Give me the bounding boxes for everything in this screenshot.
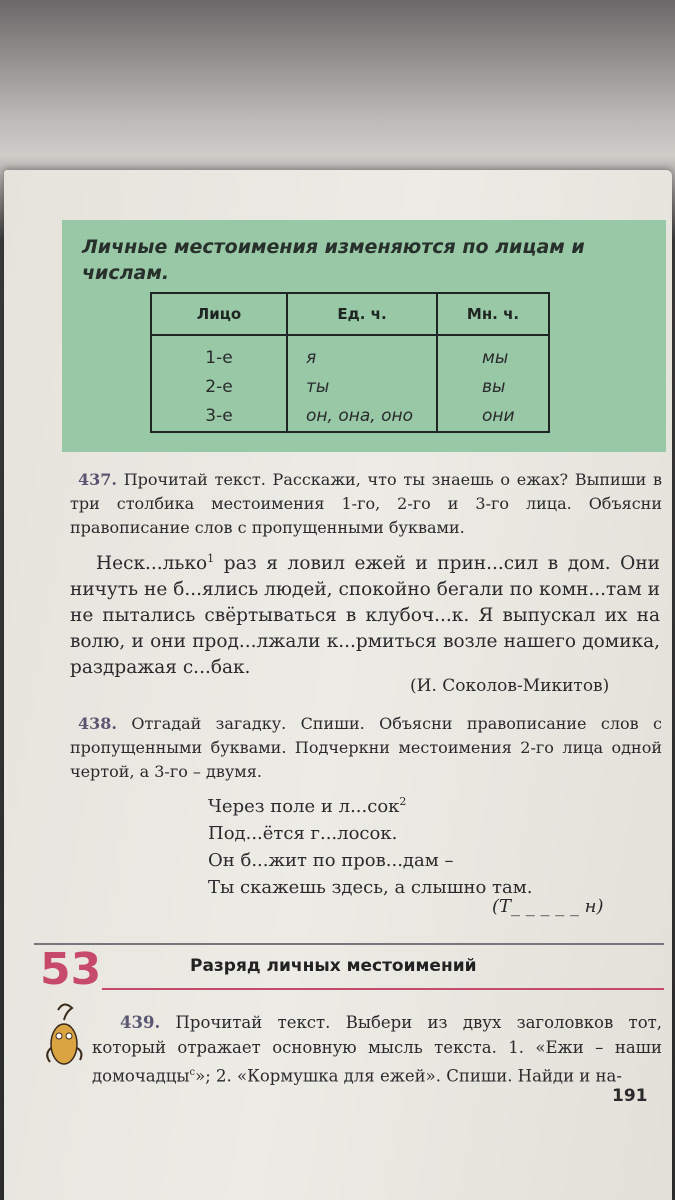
person-3: 3-е xyxy=(205,406,233,426)
exercise-439-instructions: Прочитай текст. Выбери из двух заголовков тот, который отражает основную мысль текста. 1. «Ежи – наши домочадцы xyxy=(92,1013,662,1086)
header-person: Лицо xyxy=(151,293,287,335)
riddle-line-2: Под...ётся г...лосок. xyxy=(208,823,398,844)
exercise-438-instructions: Отгадай загадку. Спиши. Объясни правописание слов с пропущенными буквами. Подчеркни местоимения 2-го лица одной чертой, а 3-го – двумя. xyxy=(70,714,662,781)
riddle-line-4: Ты скажешь здесь, а слышно там. xyxy=(208,877,533,898)
section-divider xyxy=(34,943,664,945)
page-number: 191 xyxy=(612,1086,648,1106)
riddle-line-1-text: Через поле и л...сок xyxy=(208,796,400,817)
table-header-row xyxy=(151,293,549,335)
footnote-1: 1 xyxy=(207,552,215,565)
footnote-2: 2 xyxy=(399,795,407,808)
story-text: раз я ловил ежей и прин...сил в дом. Они ничуть не б...ялись людей, спокойно бегали по комн...там и не пытались свёртываться в клубоч...к. Я выпускал их на волю, и они прод...лжали к...рмиться возле нашего домика, раздражая с...бак. xyxy=(70,553,660,679)
person-2: 2-е xyxy=(205,377,233,397)
header-singular: Ед. ч. xyxy=(287,293,437,335)
riddle-line-3: Он б...жит по пров...дам – xyxy=(208,850,454,871)
mascot-icon xyxy=(42,998,86,1074)
singular-2: ты xyxy=(306,377,330,397)
section-underline xyxy=(102,988,664,990)
pronoun-table xyxy=(150,292,550,433)
plural-column xyxy=(437,335,549,432)
exercise-438-task xyxy=(70,712,662,784)
riddle-answer: (Т_ _ _ _ _ н) xyxy=(492,896,604,917)
singular-1: я xyxy=(306,348,317,368)
exercise-437-number: 437. xyxy=(78,470,117,489)
singular-3: он, она, оно xyxy=(306,406,413,426)
header-plural: Мн. ч. xyxy=(437,293,549,335)
riddle-line-1 xyxy=(208,788,532,820)
person-column xyxy=(151,335,287,432)
exercise-439-task xyxy=(92,1010,662,1089)
hedgehog-story xyxy=(70,546,660,681)
plural-1: мы xyxy=(482,348,509,368)
exercise-439-number: 439. xyxy=(120,1013,161,1032)
story-author: (И. Соколов-Микитов) xyxy=(410,676,610,696)
singular-column xyxy=(287,335,437,432)
plural-3: они xyxy=(482,406,515,426)
riddle xyxy=(208,788,532,901)
table-body-row xyxy=(151,335,549,432)
story-start: Неск...лько xyxy=(96,553,208,575)
plural-2: вы xyxy=(482,377,506,397)
section-number: 53 xyxy=(40,944,102,995)
exercise-437-task xyxy=(70,468,662,540)
exercise-437-instructions: Прочитай текст. Расскажи, что ты знаешь о ежах? Выпиши в три столбика местоимения 1-го, 2-го и 3-го лица. Объясни правописание слов с пропущенными буквами. xyxy=(70,470,662,537)
section-title: Разряд личных местоимений xyxy=(190,956,477,976)
rule-title: Личные местоимения изменяются по лицам и числам. xyxy=(82,236,585,284)
footnote-c: с xyxy=(189,1067,196,1078)
exercise-438-number: 438. xyxy=(78,714,117,733)
person-1: 1-е xyxy=(205,348,233,368)
exercise-439-instructions-end: »; 2. «Кормушка для ежей». Спиши. Найди и на- xyxy=(195,1066,622,1086)
